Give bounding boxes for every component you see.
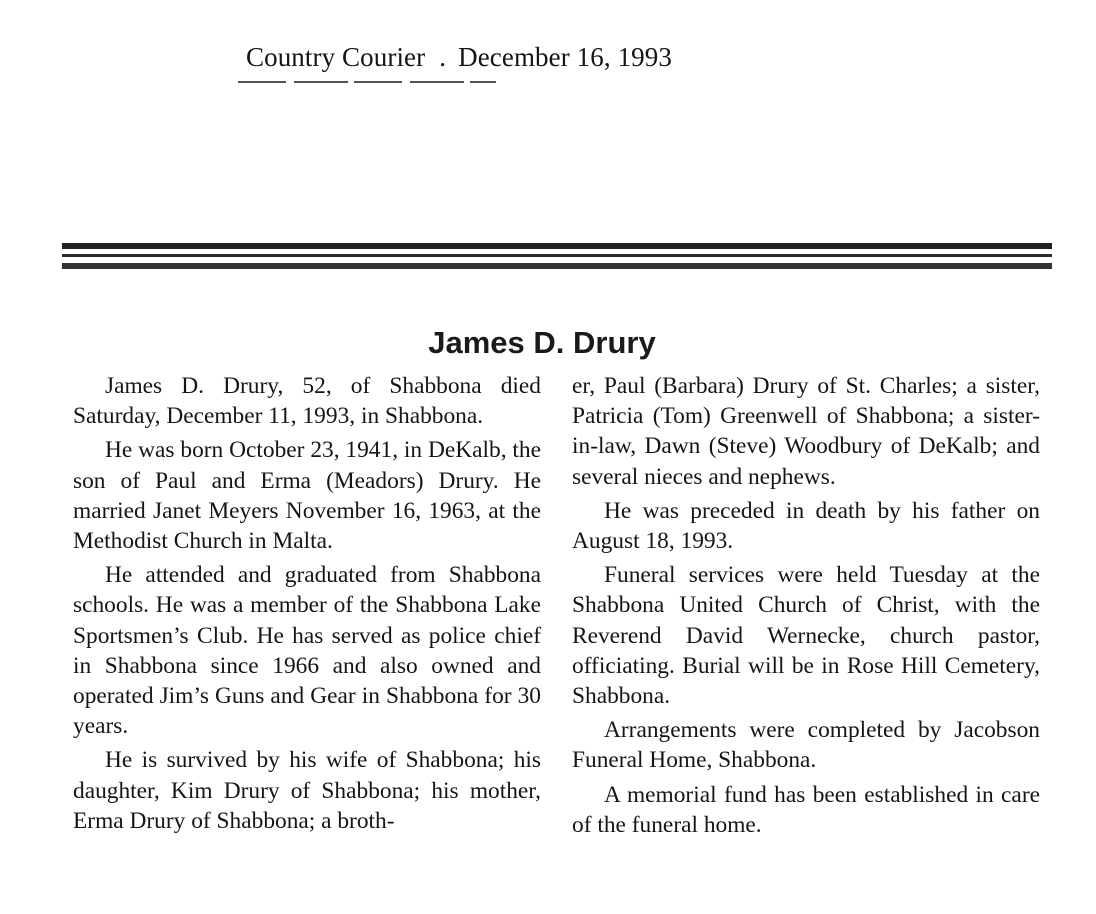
section-rule-middle	[62, 254, 1052, 257]
header-separator: .	[439, 42, 447, 72]
paragraph: A memorial fund has been established in care of the funeral home.	[572, 781, 1040, 838]
obituary-title-text: James D. Drury	[428, 325, 656, 360]
paragraph: He was born October 23, 1941, in DeKalb, the son of Paul and Erma (Meadors) Drury. He married Janet Meyers November 16, 1963, at the Methodist Church in Malta.	[73, 437, 541, 555]
paragraph: He is survived by his wife of Shabbona; his daughter, Kim Drury of Shabbona; his mother, Erma Drury of Shabbona; a broth-	[73, 747, 541, 834]
paragraph: He attended and graduated from Shabbona schools. He was a member of the Shabbona Lake Sportsmen’s Club. He has served as police chief in Shabbona since 1966 and also owned and operated Jim’s Guns and Gear in Shabbona for 30 years.	[73, 562, 541, 740]
paragraph: Arrangements were completed by Jacobson Funeral Home, Shabbona.	[572, 717, 1040, 774]
section-rule-bottom	[62, 263, 1052, 269]
obituary-title	[0, 324, 1096, 362]
article-column-left	[73, 371, 541, 840]
paragraph: Funeral services were held Tuesday at the Shabbona United Church of Christ, with the Reverend David Wernecke, church pastor, officiating. Burial will be in Rose Hill Cemetery, Shabbona.	[572, 562, 1040, 710]
header-underline	[238, 81, 496, 83]
publication-name: Country Courier	[246, 42, 426, 72]
paragraph-continuation: er, Paul (Barbara) Drury of St. Charles; a sister, Patricia (Tom) Greenwell of Shabbona; a sister-in-law, Dawn (Steve) Woodbury of DeKalb; and several nieces and nephews.	[572, 373, 1040, 490]
publication-date: December 16, 1993	[458, 42, 672, 72]
paragraph: James D. Drury, 52, of Shabbona died Saturday, December 11, 1993, in Shabbona.	[73, 373, 541, 430]
section-rule-top	[62, 243, 1052, 249]
paragraph: He was preceded in death by his father on August 18, 1993.	[572, 497, 1040, 555]
publication-header	[246, 40, 672, 74]
article-column-right	[572, 371, 1040, 844]
